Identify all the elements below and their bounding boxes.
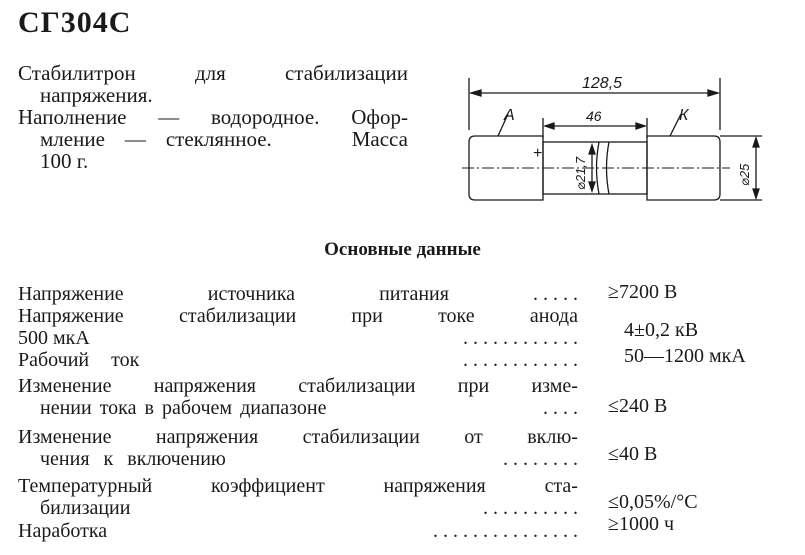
inner-diameter-label: ⌀21,7	[573, 156, 588, 190]
param-label: Рабочий	[18, 349, 90, 371]
param-value: ≤240 В	[608, 395, 668, 417]
param-row: Напряжение стабилизации при токе анода	[18, 305, 578, 327]
description-line: напряжения.	[40, 83, 153, 107]
device-outline-drawing	[462, 68, 782, 218]
param-value: ≥7200 В	[608, 281, 678, 303]
param-row: Температурный коэффициент напряжения ста-	[18, 475, 578, 497]
param-row: Изменение напряжения стабилизации от вклю-	[18, 426, 578, 448]
leader-dots: . . . . . . . . . . . . . . .	[433, 520, 578, 542]
param-row-continuation: билизации . . . . . . . . . .	[40, 497, 578, 519]
param-label: Температурный	[18, 475, 153, 497]
leader-dots: . . . . .	[533, 283, 578, 305]
leader-dots: . . . . . . . . . . . .	[463, 327, 578, 349]
param-row: Напряжение источника питания . . . . .	[18, 283, 578, 305]
param-label: Изменение	[18, 426, 112, 448]
param-label: Напряжение	[18, 305, 124, 327]
overall-length-label: 128,5	[582, 75, 623, 92]
param-label: Изменение	[18, 375, 112, 397]
param-value: ≤40 В	[608, 443, 658, 465]
description-line: Наполнение — водородное. Офор-	[18, 105, 408, 129]
param-value: ≥1000 ч	[608, 513, 675, 535]
anode-label: А	[504, 107, 515, 124]
param-row: Изменение напряжения стабилизации при изме-	[18, 375, 578, 397]
device-title: СГ304С	[18, 6, 132, 39]
param-label: Наработка	[18, 520, 108, 542]
param-row-continuation: чения к включению . . . . . . . .	[40, 448, 578, 470]
leader-dots: . . . . . . . .	[503, 448, 578, 470]
plus-sign: +	[533, 145, 543, 162]
leader-dots: . . . . . . . . . .	[483, 497, 578, 519]
leader-dots: . . . . . . . . . . . .	[463, 349, 578, 371]
section-title: Основные данные	[324, 239, 481, 260]
description-line: Стабилитрон для стабилизации	[18, 61, 408, 85]
middle-length-label: 46	[586, 108, 602, 124]
param-label: Напряжение	[18, 283, 124, 305]
cathode-label: К	[679, 107, 689, 124]
outer-diameter-label: ⌀25	[737, 163, 752, 186]
device-description	[18, 62, 408, 172]
param-row: Рабочий ток . . . . . . . . . . . .	[18, 349, 578, 371]
param-row-continuation: нении тока в рабочем диапазоне . . . .	[40, 397, 578, 419]
param-row	[18, 520, 578, 542]
description-line: мление — стеклянное. Масса	[40, 127, 408, 151]
leader-dots: . . . .	[543, 397, 578, 419]
param-value: ≤0,05%/°С	[608, 491, 698, 513]
param-value: 4±0,2 кВ	[624, 319, 699, 341]
param-value: 50—1200 мкА	[624, 345, 746, 367]
description-line: 100 г.	[40, 149, 89, 173]
param-row-continuation: 500 мкА . . . . . . . . . . . .	[18, 327, 578, 349]
